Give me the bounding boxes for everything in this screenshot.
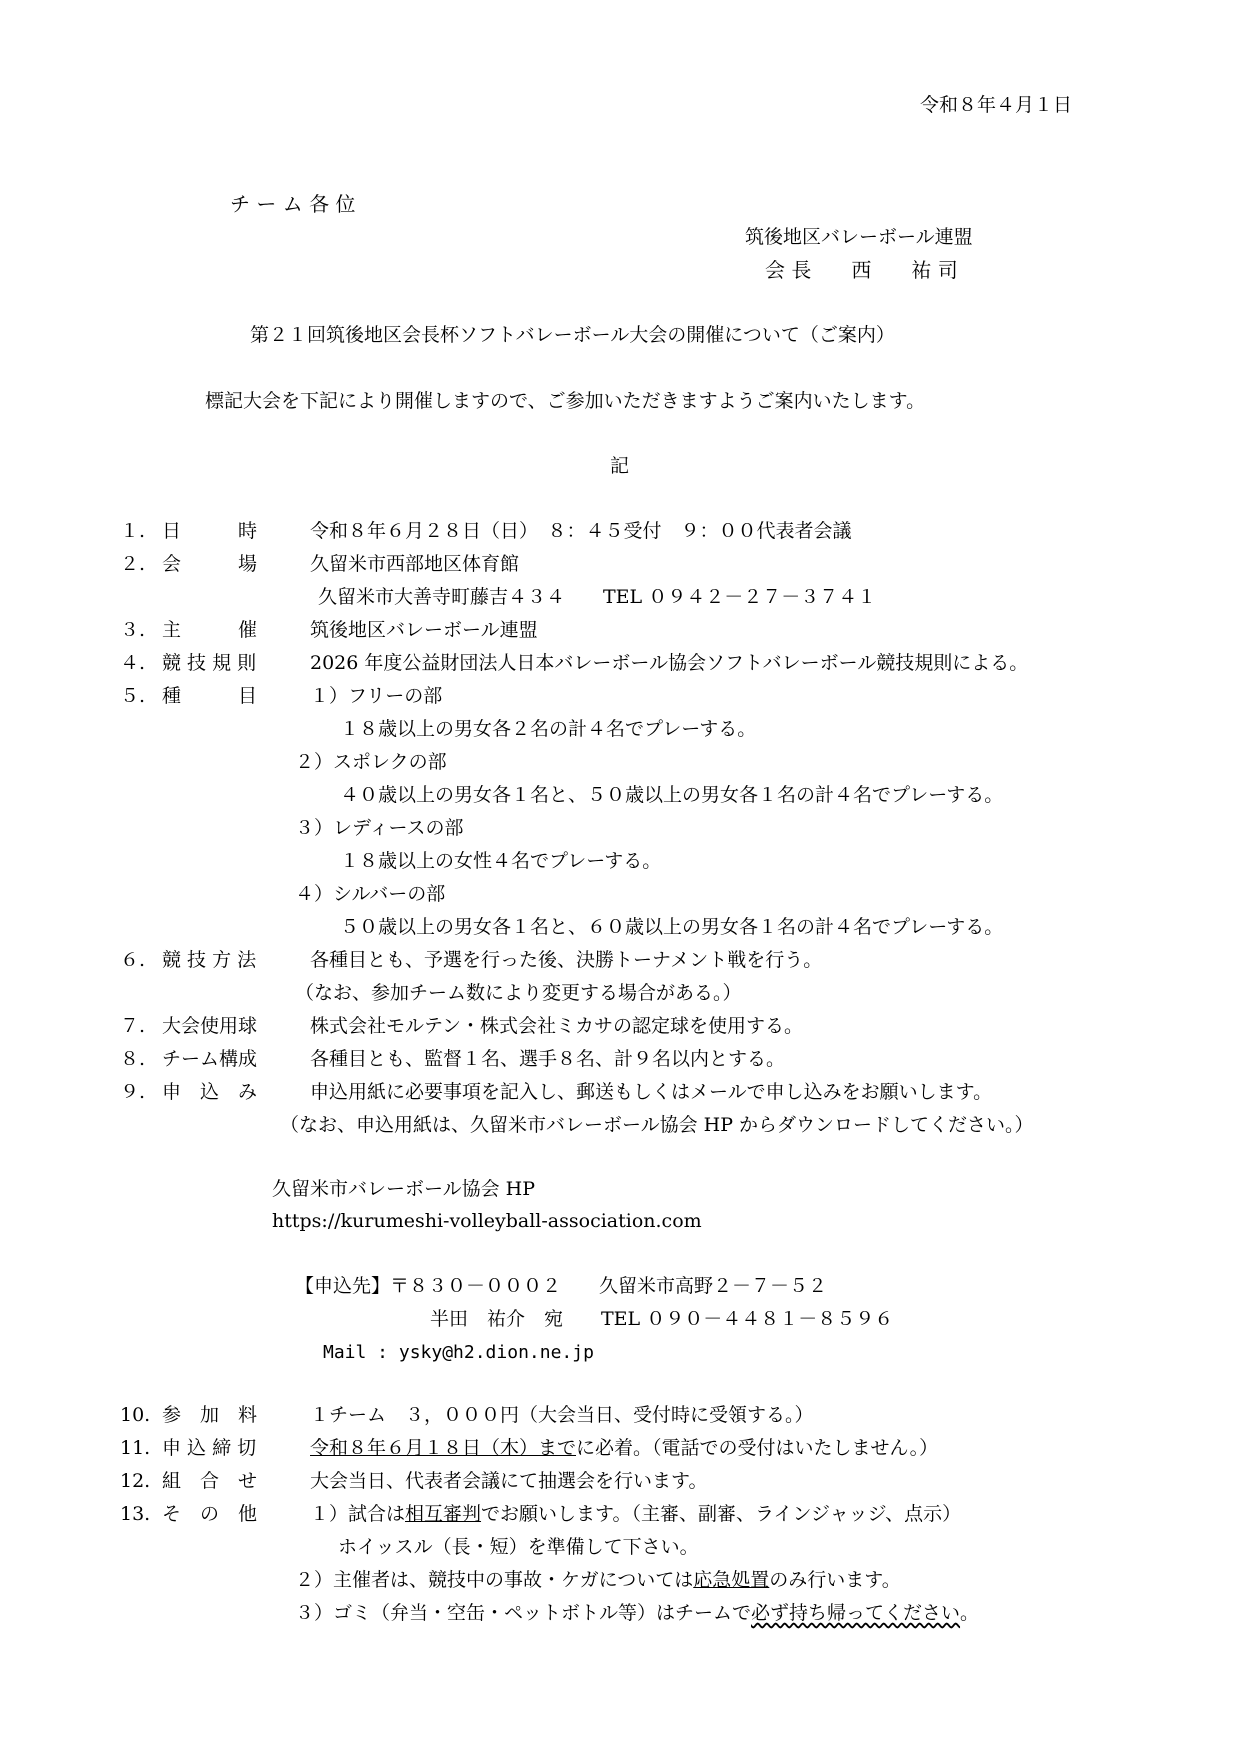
category-silver-desc: ５０歳以上の男女各１名と、６０歳以上の男女各１名の計４名でプレーする。 [340, 916, 1004, 938]
other-1c: でお願いします。（主審、副審、ラインジャッジ、点示） [481, 1503, 962, 1525]
item-number: ３. [120, 619, 146, 641]
item-number: 12. [120, 1470, 151, 1492]
item-number: 10. [120, 1404, 151, 1426]
item-label: そ の 他 [162, 1503, 258, 1525]
item-3 [120, 619, 538, 642]
item-text: に必着。（電話での受付はいたしません。） [576, 1437, 939, 1459]
item-text: 株式会社モルテン・株式会社ミカサの認定球を使用する。 [310, 1015, 804, 1037]
other-1-whistle: ホイッスル（長・短）を準備して下さい。 [338, 1536, 699, 1558]
category-sporec-desc: ４０歳以上の男女各１名と、５０歳以上の男女各１名の計４名でプレーする。 [340, 784, 1004, 806]
item-number: ４. [120, 652, 146, 674]
hp-url[interactable]: https://kurumeshi-volleyball-association.com [272, 1210, 702, 1232]
other-3c: 。 [960, 1602, 980, 1624]
item-text: １チーム ３，０００円（大会当日、受付時に受領する。） [310, 1404, 814, 1426]
item-label: 参 加 料 [162, 1404, 258, 1426]
category-free-desc: １８歳以上の男女各２名の計４名でプレーする。 [340, 718, 757, 740]
item-11 [120, 1437, 938, 1460]
item-label: 会 場 [162, 553, 258, 575]
deadline-date: 令和８年６月１８日（木）まで [310, 1437, 577, 1459]
item-number: 13. [120, 1503, 151, 1525]
item-text: 令和８年６月２８日（日） ８：４５受付 ９：００代表者会議 [310, 520, 852, 542]
item-9-note: （なお、申込用紙は、久留米市バレーボール協会 HP からダウンロードしてください。） [280, 1114, 1034, 1136]
other-2 [295, 1569, 901, 1592]
item-text: 大会当日、代表者会議にて抽選会を行います。 [310, 1470, 708, 1492]
item-2 [120, 553, 519, 576]
other-2c: のみ行います。 [769, 1569, 901, 1591]
item-label: 組 合 せ [162, 1470, 258, 1492]
document-date: 令和８年４月１日 [920, 94, 1073, 116]
other-3-emphasis: 必ず持ち帰ってください [751, 1602, 961, 1624]
category-silver: ４）シルバーの部 [295, 883, 446, 905]
apply-contact: 半田 祐介 宛 TEL ０９０－４４８１－８５９６ [430, 1308, 894, 1330]
item-4 [120, 652, 1028, 675]
item-9 [120, 1081, 992, 1104]
sender-org: 筑後地区バレーボール連盟 [745, 226, 973, 248]
item-5 [120, 685, 442, 708]
item-text: 各種目とも、予選を行った後、決勝トーナメント戦を行う。 [310, 949, 823, 971]
ki-heading: 記 [610, 455, 630, 477]
item-8 [120, 1048, 785, 1071]
sender-title: 会 長 西 祐 司 [765, 258, 958, 282]
apply-address: 【申込先】〒８３０－０００２ 久留米市高野２－７－５２ [295, 1275, 828, 1297]
page-title: 第２１回筑後地区会長杯ソフトバレーボール大会の開催について（ご案内） [250, 324, 895, 346]
venue-address: 久留米市大善寺町藤吉４３４ TEL ０９４２－２７－３７４１ [318, 586, 877, 608]
other-2a: ２）主催者は、競技中の事故・ケガについては [295, 1569, 694, 1591]
item-text: 申込用紙に必要事項を記入し、郵送もしくはメールで申し込みをお願いします。 [310, 1081, 993, 1103]
item-label: 競 技 方 法 [162, 949, 257, 971]
item-10 [120, 1404, 814, 1427]
intro-text: 標記大会を下記により開催しますので、ご参加いただきますようご案内いたします。 [205, 390, 926, 412]
item-number: １. [120, 520, 146, 542]
item-7 [120, 1015, 803, 1038]
item-label: 種 目 [162, 685, 258, 707]
other-1-emphasis: 相互審判 [405, 1503, 482, 1525]
item-label: 主 催 [162, 619, 258, 641]
addressee: チ ー ム 各 位 [230, 192, 356, 216]
category-free: １）フリーの部 [310, 685, 443, 707]
item-6-note: （なお、参加チーム数により変更する場合がある。） [295, 982, 742, 1004]
item-label: チーム構成 [162, 1048, 258, 1070]
item-13 [120, 1503, 961, 1526]
item-number: ２. [120, 553, 146, 575]
item-label: 日 時 [162, 520, 258, 542]
item-number: ５. [120, 685, 146, 707]
item-number: ６. [120, 949, 146, 971]
other-2-emphasis: 応急処置 [693, 1569, 770, 1591]
item-text: 久留米市西部地区体育館 [310, 553, 520, 575]
item-text: 各種目とも、監督１名、選手８名、計９名以内とする。 [310, 1048, 786, 1070]
item-number: 11. [120, 1437, 151, 1459]
item-text: 2026 年度公益財団法人日本バレーボール協会ソフトバレーボール競技規則による。 [310, 652, 1029, 674]
category-ladies-desc: １８歳以上の女性４名でプレーする。 [340, 850, 662, 872]
item-label: 申 込 み [162, 1081, 258, 1103]
item-text: 筑後地区バレーボール連盟 [310, 619, 538, 641]
other-3 [295, 1602, 979, 1625]
item-label: 大会使用球 [162, 1015, 258, 1037]
item-label: 申 込 締 切 [162, 1437, 257, 1459]
item-6 [120, 949, 822, 972]
category-ladies: ３）レディースの部 [295, 817, 464, 839]
category-sporec: ２）スポレクの部 [295, 751, 447, 773]
item-number: ７. [120, 1015, 146, 1037]
apply-mail[interactable]: Mail : ysky@h2.dion.ne.jp [323, 1342, 594, 1363]
item-1 [120, 520, 852, 543]
item-number: ９. [120, 1081, 146, 1103]
hp-label: 久留米市バレーボール協会 HP [272, 1178, 536, 1200]
item-12 [120, 1470, 707, 1493]
item-label: 競 技 規 則 [162, 652, 257, 674]
other-1a: １）試合は [310, 1503, 406, 1525]
other-3a: ３）ゴミ（弁当・空缶・ペットボトル等）はチームで [295, 1602, 752, 1624]
item-number: ８. [120, 1048, 146, 1070]
